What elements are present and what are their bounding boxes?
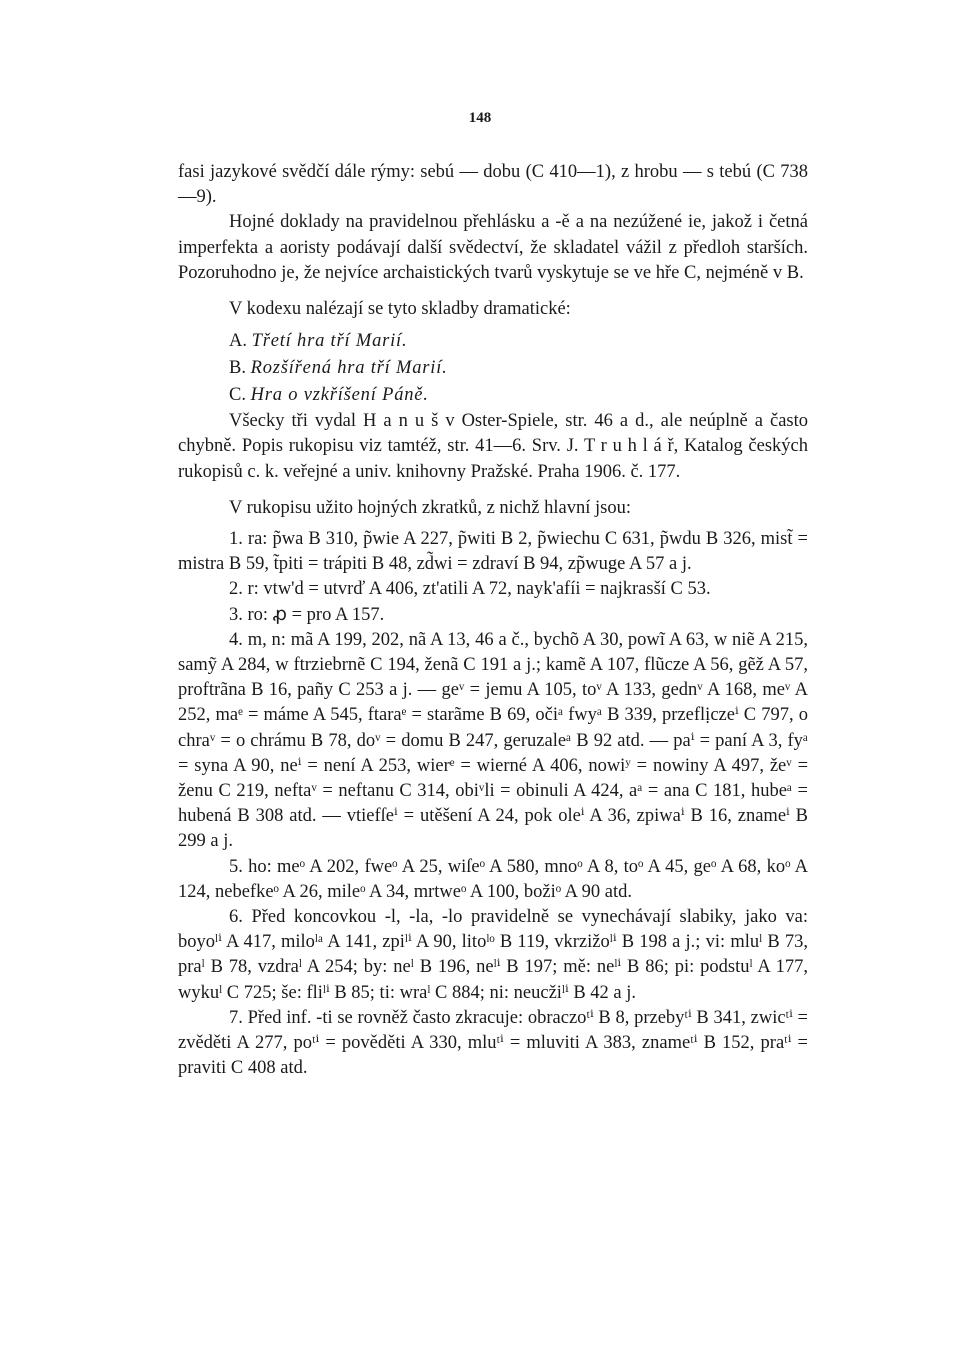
list-item: 6. Před koncovkou -l, -la, -lo pravidelně se vynechávají slabiky, jako va: boyoˡⁱ A 417, miloˡᵃ A 141, zpiˡⁱ A 90, litoˡᵒ B 119, vkrzižoˡⁱ B 198 a j.; vi: mluˡ B 73, praˡ B 78, vzdraˡ A 254; by: neˡ B 196, neˡⁱ B 197; mě: neˡⁱ B 86; pi: podstuˡ A 177, wykuˡ C 725; še: fliˡⁱ B 85; ti: wraˡ C 884; ni: neucžiˡⁱ B 42 a j. (178, 907, 808, 1003)
paragraph-1: fasi jazykové svědčí dále rýmy: sebú — dobu (C 410—1), z hrobu — s tebú (C 738—9). (178, 162, 808, 208)
body-text (178, 160, 808, 1082)
list-item: 4. m, n: mã A 199, 202, nã A 13, 46 a č., bychõ A 30, powĩ A 63, w niẽ A 215, samỹ A 284, w ftrziebrnẽ C 194, ženã C 191 a j.; kamẽ A 107, flũcze A 56, gẽž A 57, proftrãna B 16, pañy C 253 a j. — geᵛ = jemu A 105, toᵛ A 133, gednᵛ A 168, meᵛ A 252, maᵉ = máme A 545, ftaraᵉ = starãme B 69, očiᵃ fwyᵃ B 339, przeflịczeⁱ C 797, o chraᵛ = o chrámu B 78, doᵛ = domu B 247, geruzaleᵃ B 92 atd. — paⁱ = paní A 3, fyᵃ = syna A 90, neⁱ = není A 253, wierᵉ = wierné A 406, nowiʸ = nowiny A 497, žeᵛ = ženu C 219, neftaᵛ = neftanu C 314, obiᵛli = obinuli A 424, aᵃ = ana C 181, hubeᵃ = hubená B 308 atd. — vtiefſeⁱ = utěšení A 24, pok oleⁱ A 36, zpiwaⁱ B 16, znameⁱ B 299 a j. (178, 629, 808, 852)
play-title: Rozšířená hra tří Marií. (250, 358, 448, 379)
list-item: 5. ho: meᵒ A 202, fweᵒ A 25, wiſeᵒ A 580, mnoᵒ A 8, toᵒ A 45, geᵒ A 68, koᵒ A 124, nebefkeᵒ A 26, mileᵒ A 34, mrtweᵒ A 100, božiᵒ A 90 atd. (178, 856, 808, 902)
play-title: Hra o vzkříšení Páně. (250, 385, 429, 406)
page-number: 148 (468, 110, 492, 126)
play-title: Třetí hra tří Marií. (251, 331, 408, 352)
play-c (178, 382, 808, 409)
abbreviation-list (178, 527, 808, 1081)
paragraph-4: Všecky tři vydal H a n u š v Oster-Spiele, str. 46 a d., ale neúplně a často chybně. Popis rukopisu viz tamtéž, str. 41—6. Srv. J. T r u h l á ř, Katalog českých rukopisů c. k. veřejné a univ. knihovny Pražské. Praha 1906. č. 177. (178, 411, 808, 482)
play-a (178, 328, 808, 355)
play-b (178, 355, 808, 382)
plays-list (178, 328, 808, 409)
paragraph-2: Hojné doklady na pravidelnou přehlásku a -ě a na nezúžené ie, jakož i četná imperfekta a aoristy podávají další svědectví, že skladatel vážil z předloh starších. Pozoruhodno je, že nejvíce archaistických tvarů vyskytuje se ve hře C, nejméně v B. (178, 212, 808, 283)
paragraph-5: V rukopisu užito hojných zkratků, z nichž hlavní jsou: (229, 497, 631, 518)
list-item: 1. ra: p̃wa B 310, p̃wie A 227, p̃witi B 2, p̃wiechu C 631, p̃wdu B 326, mist̃ = mistra B 59, t̃piti = trápiti B 48, zd̃wi = zdraví B 94, zp̃wuge A 57 a j. (178, 529, 808, 575)
paragraph-3: V kodexu nalézají se tyto skladby dramatické: (229, 299, 571, 320)
list-item: 3. ro: ꝓ = pro A 157. (229, 604, 385, 625)
list-item: 7. Před inf. -ti se rovněž často zkracuje: obraczoᵗⁱ B 8, przebyᵗⁱ B 341, zwicᵗⁱ = zvěděti A 277, poᵗⁱ = pověděti A 330, mluᵗⁱ = mluviti A 383, znameᵗⁱ B 152, praᵗⁱ = praviti C 408 atd. (178, 1007, 808, 1079)
play-letter: A. (229, 331, 247, 352)
play-letter: C. (229, 385, 246, 406)
list-item: 2. r: vtw'd = utvrď A 406, zt'atili A 72, nayk'afíi = najkrasší C 53. (229, 579, 711, 600)
play-letter: B. (229, 358, 246, 379)
